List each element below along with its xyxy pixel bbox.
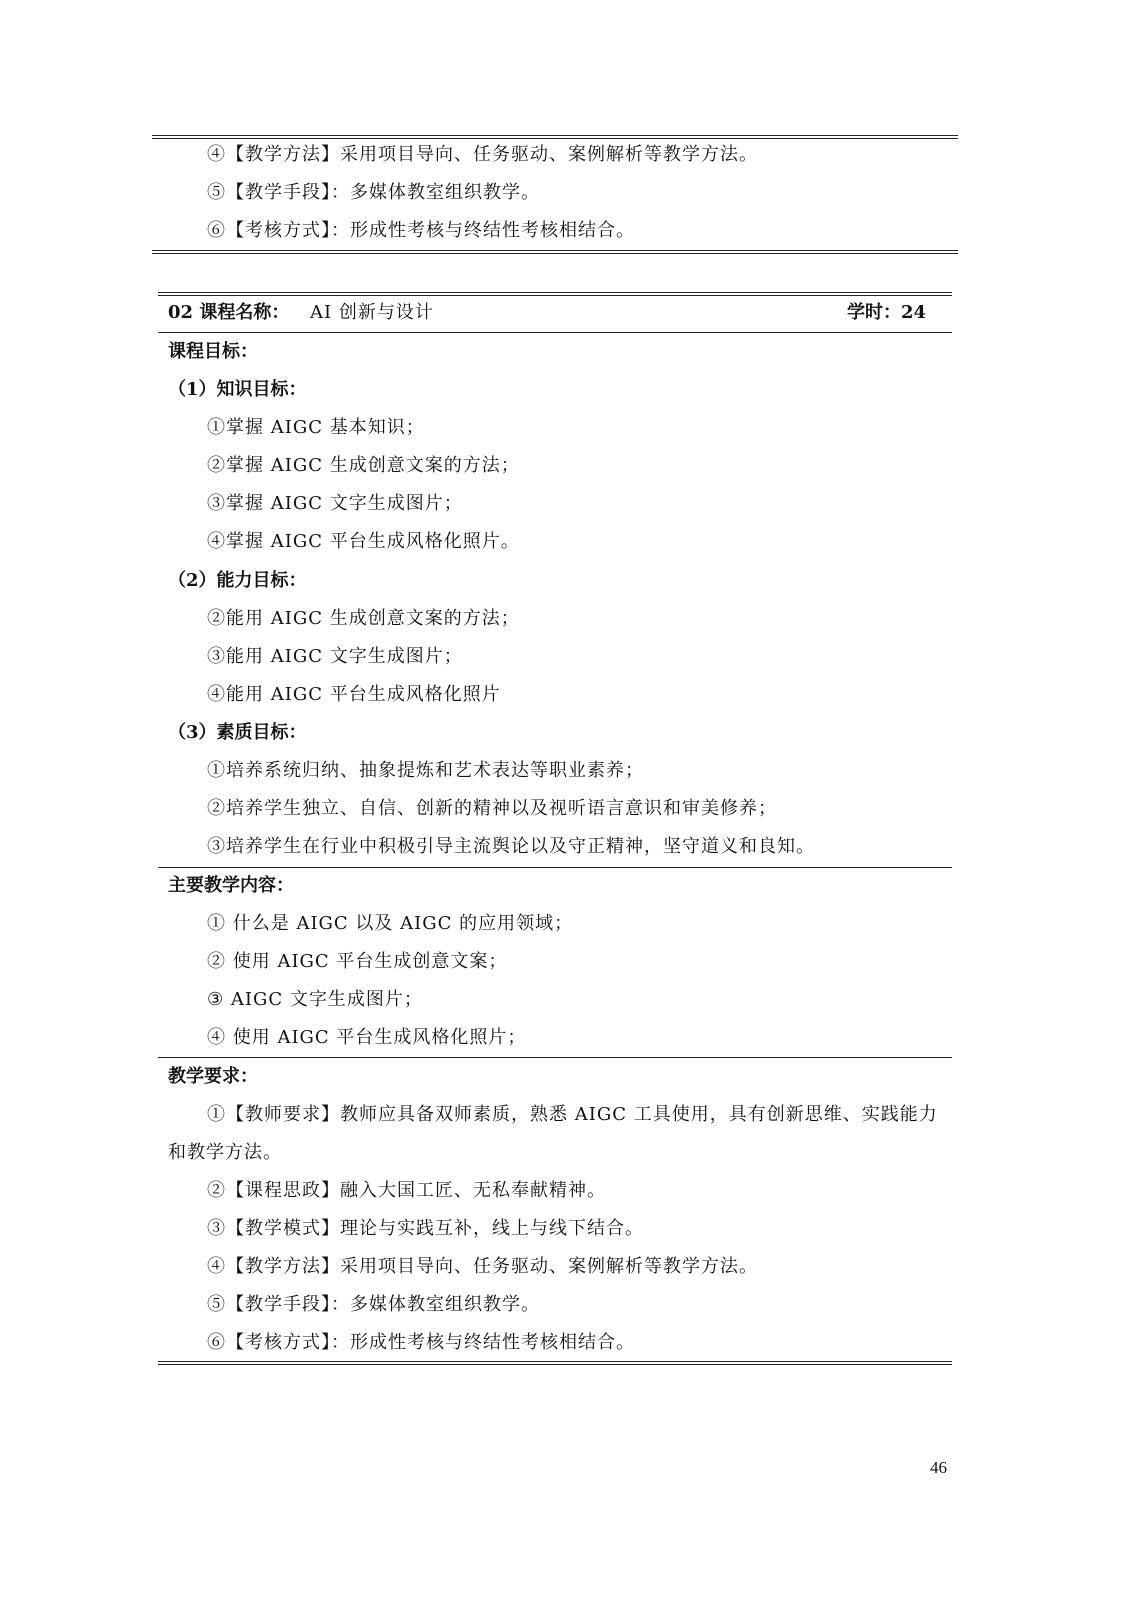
requirement-item: ③【教学模式】理论与实践互补，线上与线下结合。 <box>207 1218 644 1239</box>
prev-method-line: ④【教学方法】采用项目导向、任务驱动、案例解析等教学方法。 <box>207 144 758 165</box>
prev-bottom-rule-1 <box>152 250 958 251</box>
content-item: ④ 使用 AIGC 平台生成风格化照片； <box>207 1027 527 1048</box>
course-top-rule-1 <box>158 292 952 293</box>
quality-item: ③培养学生在行业中积极引导主流舆论以及守正精神，坚守道义和良知。 <box>207 836 815 857</box>
requirement-item: ⑥【考核方式】：形成性考核与终结性考核相结合。 <box>207 1332 635 1353</box>
objectives-rule <box>158 867 952 868</box>
ability-item: ④能用 AIGC 平台生成风格化照片 <box>207 684 501 705</box>
course-bottom-rule-2 <box>158 1364 952 1365</box>
top-rule-1 <box>152 135 958 136</box>
objectives-heading: 课程目标： <box>168 341 258 362</box>
requirements-heading: 教学要求： <box>168 1066 258 1087</box>
ability-item: ②能用 AIGC 生成创意文案的方法； <box>207 608 520 629</box>
content-heading: 主要教学内容： <box>168 875 294 896</box>
requirement-item: ⑤【教学手段】：多媒体教室组织教学。 <box>207 1294 540 1315</box>
requirement-item-continuation: 和教学方法。 <box>168 1142 282 1163</box>
knowledge-item: ③掌握 AIGC 文字生成图片； <box>207 493 463 514</box>
knowledge-item: ④掌握 AIGC 平台生成风格化照片。 <box>207 531 520 552</box>
course-number-label: 02 课程名称： <box>168 302 290 323</box>
prev-means-line: ⑤【教学手段】：多媒体教室组织教学。 <box>207 182 540 203</box>
course-bottom-rule-1 <box>158 1361 952 1362</box>
course-name: AI 创新与设计 <box>310 302 434 323</box>
quality-item: ①培养系统归纳、抽象提炼和艺术表达等职业素养； <box>207 760 644 781</box>
quality-heading: （3）素质目标： <box>168 722 307 743</box>
knowledge-item: ②掌握 AIGC 生成创意文案的方法； <box>207 455 520 476</box>
course-hours: 学时：24 <box>847 302 927 323</box>
knowledge-item: ①掌握 AIGC 基本知识； <box>207 417 425 438</box>
requirement-item: ①【教师要求】教师应具备双师素质，熟悉 AIGC 工具使用，具有创新思维、实践能力 <box>207 1104 938 1125</box>
content-item: ① 什么是 AIGC 以及 AIGC 的应用领域； <box>207 913 574 934</box>
ability-item: ③能用 AIGC 文字生成图片； <box>207 646 463 667</box>
course-header-rule <box>158 332 952 333</box>
page-number: 46 <box>930 1458 947 1477</box>
requirement-item: ②【课程思政】融入大国工匠、无私奉献精神。 <box>207 1180 606 1201</box>
content-item: ③ AIGC 文字生成图片； <box>207 989 423 1010</box>
content-item: ② 使用 AIGC 平台生成创意文案； <box>207 951 508 972</box>
content-rule <box>158 1057 952 1058</box>
course-top-rule-2 <box>158 295 952 296</box>
top-rule-2 <box>152 138 958 139</box>
requirement-item: ④【教学方法】采用项目导向、任务驱动、案例解析等教学方法。 <box>207 1256 758 1277</box>
prev-bottom-rule-2 <box>152 253 958 254</box>
knowledge-heading: （1）知识目标： <box>168 379 307 400</box>
ability-heading: （2）能力目标： <box>168 570 307 591</box>
prev-assessment-line: ⑥【考核方式】：形成性考核与终结性考核相结合。 <box>207 220 635 241</box>
quality-item: ②培养学生独立、自信、创新的精神以及视听语言意识和审美修养； <box>207 798 777 819</box>
